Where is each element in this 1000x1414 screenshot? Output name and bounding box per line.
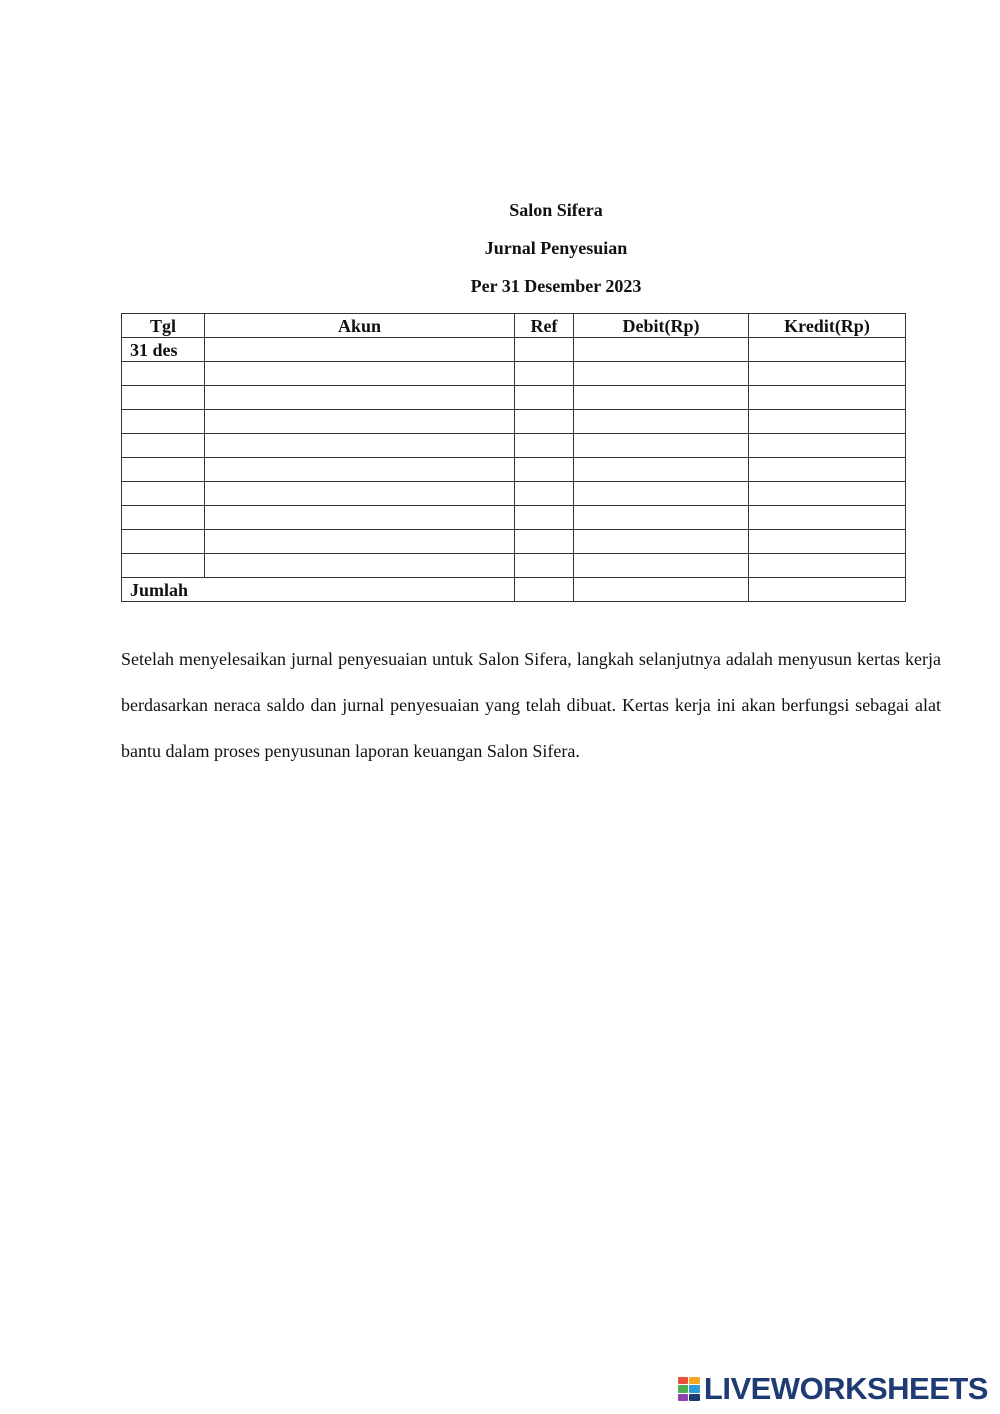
table-row — [122, 386, 906, 410]
akun-input-cell[interactable] — [205, 362, 515, 386]
table-row — [122, 434, 906, 458]
table-row — [122, 362, 906, 386]
debit-input-cell[interactable] — [574, 458, 749, 482]
table-row — [122, 506, 906, 530]
debit-input-cell[interactable] — [574, 386, 749, 410]
akun-input-cell[interactable] — [205, 434, 515, 458]
column-header-ref: Ref — [515, 314, 574, 338]
ref-input-cell[interactable] — [515, 458, 574, 482]
liveworksheets-logo-icon — [678, 1377, 700, 1401]
table-row — [122, 530, 906, 554]
ref-input-cell[interactable] — [515, 506, 574, 530]
journal-title: Jurnal Penyesuian — [484, 238, 628, 258]
ref-input-cell[interactable] — [515, 434, 574, 458]
table-row — [122, 458, 906, 482]
akun-input-cell[interactable] — [205, 458, 515, 482]
adjusting-journal-table — [121, 313, 906, 602]
explanation-paragraph: Setelah menyelesaikan jurnal penyesuaian untuk Salon Sifera, langkah selanjutnya adalah menyusun kertas kerja berdasarkan neraca saldo dan jurnal penyesuaian yang telah dibuat. Kertas kerja ini akan berfungsi sebagai alat bantu dalam proses penyusunan laporan keuangan Salon Sifera. — [121, 649, 941, 761]
table-row — [122, 410, 906, 434]
date-input-cell[interactable] — [122, 482, 205, 506]
kredit-input-cell[interactable] — [749, 386, 906, 410]
akun-input-cell[interactable] — [205, 482, 515, 506]
ref-input-cell[interactable] — [515, 410, 574, 434]
kredit-input-cell[interactable] — [749, 362, 906, 386]
kredit-input-cell[interactable] — [749, 458, 906, 482]
akun-input-cell[interactable] — [205, 410, 515, 434]
date-input-cell[interactable] — [122, 434, 205, 458]
akun-input-cell[interactable] — [205, 554, 515, 578]
logo-square — [678, 1377, 689, 1384]
kredit-input-cell[interactable] — [749, 434, 906, 458]
date-input-cell[interactable] — [122, 530, 205, 554]
ref-input-cell[interactable] — [515, 386, 574, 410]
table-row — [122, 338, 906, 362]
logo-square — [678, 1385, 689, 1392]
total-row — [122, 578, 906, 602]
kredit-input-cell[interactable] — [749, 482, 906, 506]
liveworksheets-brand — [678, 1371, 988, 1406]
journal-period: Per 31 Desember 2023 — [470, 276, 642, 296]
table-row — [122, 482, 906, 506]
kredit-input-cell[interactable] — [749, 530, 906, 554]
kredit-input-cell[interactable] — [749, 554, 906, 578]
debit-input-cell[interactable] — [574, 482, 749, 506]
logo-square — [689, 1394, 700, 1401]
akun-input-cell[interactable] — [205, 530, 515, 554]
table-body — [122, 338, 906, 578]
akun-input-cell[interactable] — [205, 338, 515, 362]
date-input-cell[interactable] — [122, 386, 205, 410]
akun-input-cell[interactable] — [205, 506, 515, 530]
date-input-cell[interactable] — [122, 554, 205, 578]
column-header-tgl: Tgl — [122, 314, 205, 338]
date-cell: 31 des — [122, 338, 205, 362]
brand-text: LIVEWORKSHEETS — [703, 1371, 988, 1406]
date-input-cell[interactable] — [122, 458, 205, 482]
date-input-cell[interactable] — [122, 410, 205, 434]
total-ref-cell[interactable] — [515, 578, 574, 602]
akun-input-cell[interactable] — [205, 386, 515, 410]
kredit-input-cell[interactable] — [749, 338, 906, 362]
logo-square — [689, 1385, 700, 1392]
ref-input-cell[interactable] — [515, 482, 574, 506]
debit-input-cell[interactable] — [574, 434, 749, 458]
column-header-akun: Akun — [205, 314, 515, 338]
debit-input-cell[interactable] — [574, 554, 749, 578]
column-header-debit: Debit(Rp) — [574, 314, 749, 338]
total-debit-input-cell[interactable] — [574, 578, 749, 602]
ref-input-cell[interactable] — [515, 530, 574, 554]
kredit-input-cell[interactable] — [749, 410, 906, 434]
logo-square — [689, 1377, 700, 1384]
ref-input-cell[interactable] — [515, 554, 574, 578]
table-row — [122, 554, 906, 578]
debit-input-cell[interactable] — [574, 506, 749, 530]
company-name: Salon Sifera — [509, 200, 603, 220]
kredit-input-cell[interactable] — [749, 506, 906, 530]
date-input-cell[interactable] — [122, 506, 205, 530]
column-header-kredit: Kredit(Rp) — [749, 314, 906, 338]
debit-input-cell[interactable] — [574, 338, 749, 362]
total-label: Jumlah — [122, 578, 515, 602]
total-kredit-input-cell[interactable] — [749, 578, 906, 602]
debit-input-cell[interactable] — [574, 530, 749, 554]
ref-input-cell[interactable] — [515, 362, 574, 386]
ref-input-cell[interactable] — [515, 338, 574, 362]
debit-input-cell[interactable] — [574, 362, 749, 386]
table-header-row — [122, 314, 906, 338]
debit-input-cell[interactable] — [574, 410, 749, 434]
date-input-cell[interactable] — [122, 362, 205, 386]
logo-square — [678, 1394, 689, 1401]
